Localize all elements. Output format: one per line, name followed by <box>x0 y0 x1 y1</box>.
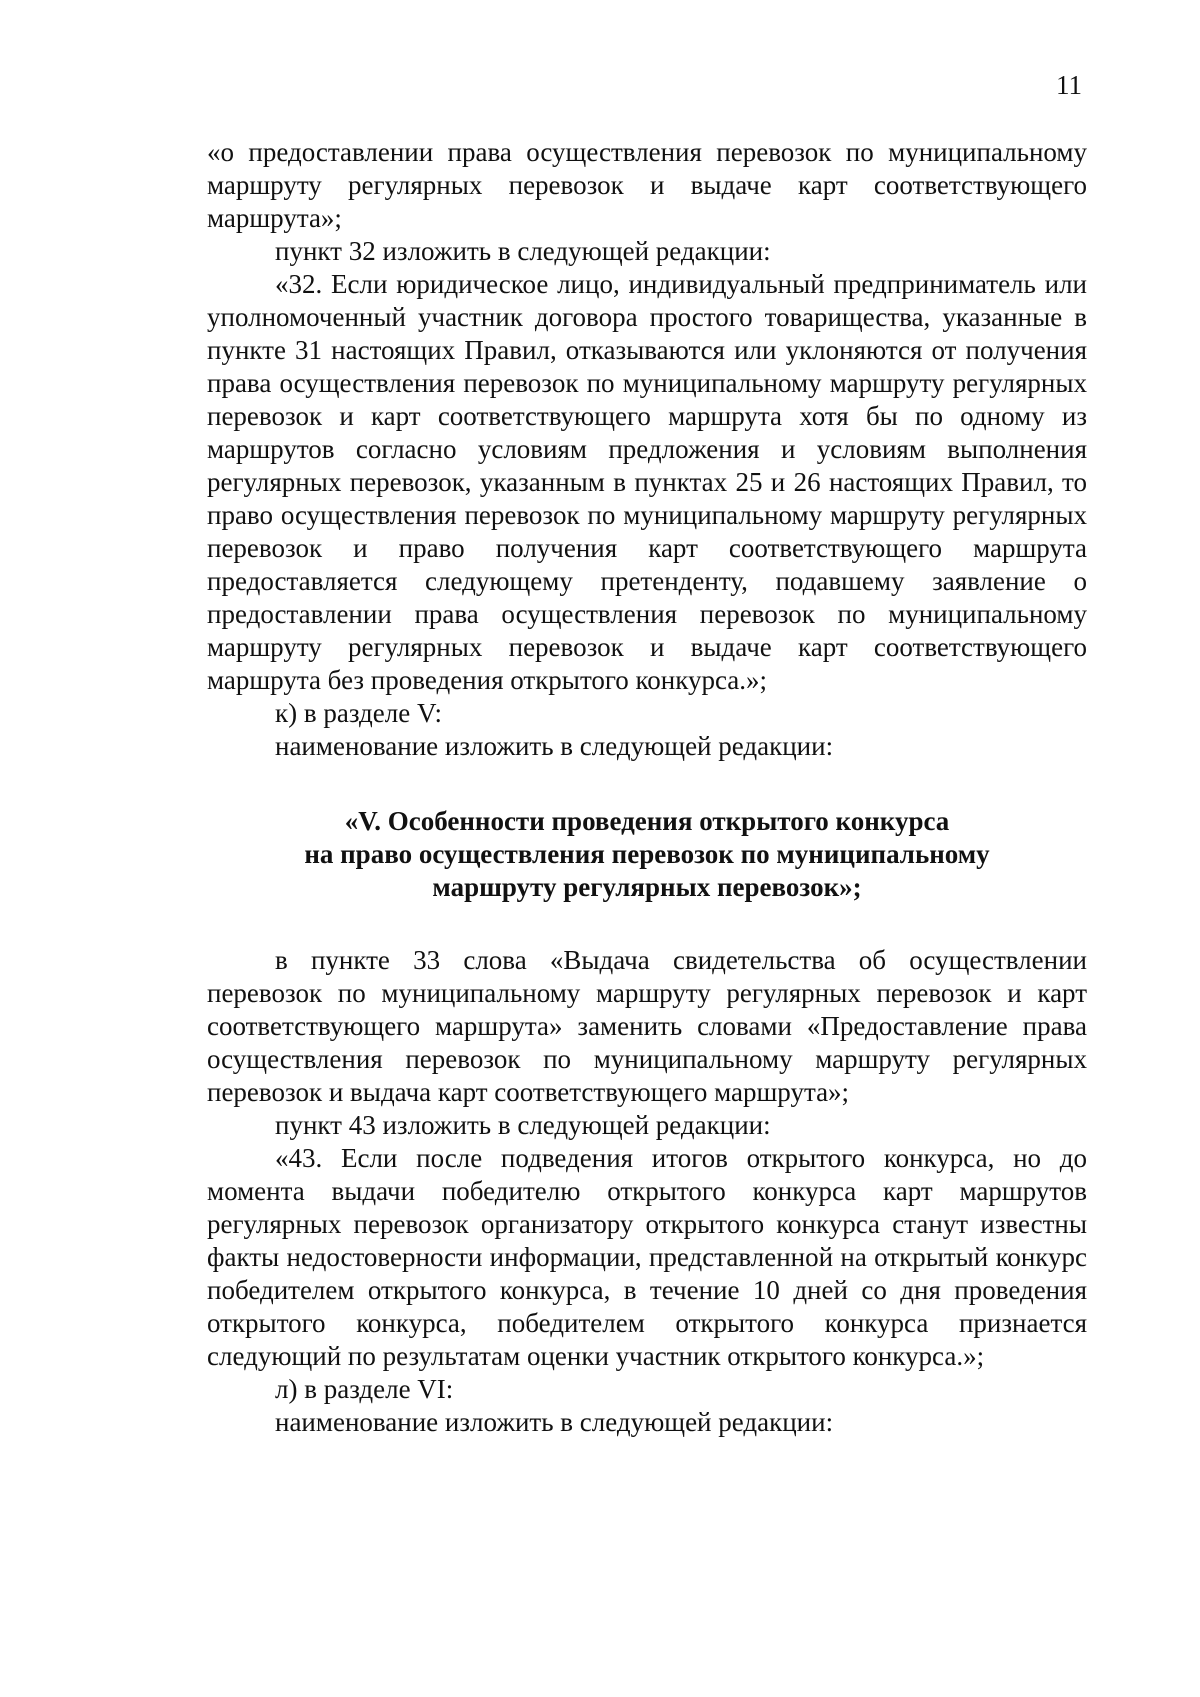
paragraph-amendment-43-intro: пункт 43 изложить в следующей редакции: <box>275 1110 771 1140</box>
paragraph-section-vi: л) в разделе VI: <box>275 1374 454 1404</box>
paragraph-item-43: «43. Если после подведения итогов открытого конкурса, но до момента выдачи победителю открытого конкурса карт маршрутов регулярных перевозок организатору открытого конкурса станут известны факты недостоверности информации, представленной на открытый конкурс победителем открытого конкурса, в течение 10 дней со дня проведения открытого конкурса, победителем открытого конкурса признается следующий по результатам оценки участник открытого конкурса.»; <box>207 1143 1087 1371</box>
paragraph-title-instruction: наименование изложить в следующей редакции: <box>275 1407 834 1437</box>
document-body <box>207 136 1087 1439</box>
page-number: 11 <box>1056 70 1082 100</box>
paragraph-title-instruction: наименование изложить в следующей редакции: <box>275 731 834 761</box>
paragraph-continuation: «о предоставлении права осуществления перевозок по муниципальному маршруту регулярных перевозок и выдаче карт соответствующего маршрута»; <box>207 137 1087 233</box>
paragraph-section-v: к) в разделе V: <box>275 698 442 728</box>
heading-line: маршруту регулярных перевозок»; <box>432 872 862 902</box>
paragraph-item-33: в пункте 33 слова «Выдача свидетельства об осуществлении перевозок по муниципальному маршруту регулярных перевозок и карт соответствующего маршрута» заменить словами «Предоставление права осуществления перевозок по муниципальному маршруту регулярных перевозок и выдача карт соответствующего маршрута»; <box>207 945 1087 1107</box>
paragraph-amendment-32-intro: пункт 32 изложить в следующей редакции: <box>275 236 771 266</box>
section-v-heading <box>207 805 1087 904</box>
heading-line: «V. Особенности проведения открытого конкурса <box>344 806 950 836</box>
heading-line: на право осуществления перевозок по муниципальному <box>304 839 990 869</box>
paragraph-item-32: «32. Если юридическое лицо, индивидуальный предприниматель или уполномоченный участник договора простого товарищества, указанные в пункте 31 настоящих Правил, отказываются или уклоняются от получения права осуществления перевозок по муниципальному маршруту регулярных перевозок и карт соответствующего маршрута хотя бы по одному из маршрутов согласно условиям предложения и условиям выполнения регулярных перевозок, указанным в пунктах 25 и 26 настоящих Правил, то право осуществления перевозок по муниципальному маршруту регулярных перевозок и право получения карт соответствующего маршрута предоставляется следующему претенденту, подавшему заявление о предоставлении права осуществления перевозок по муниципальному маршруту регулярных перевозок и выдаче карт соответствующего маршрута без проведения открытого конкурса.»; <box>207 269 1087 695</box>
